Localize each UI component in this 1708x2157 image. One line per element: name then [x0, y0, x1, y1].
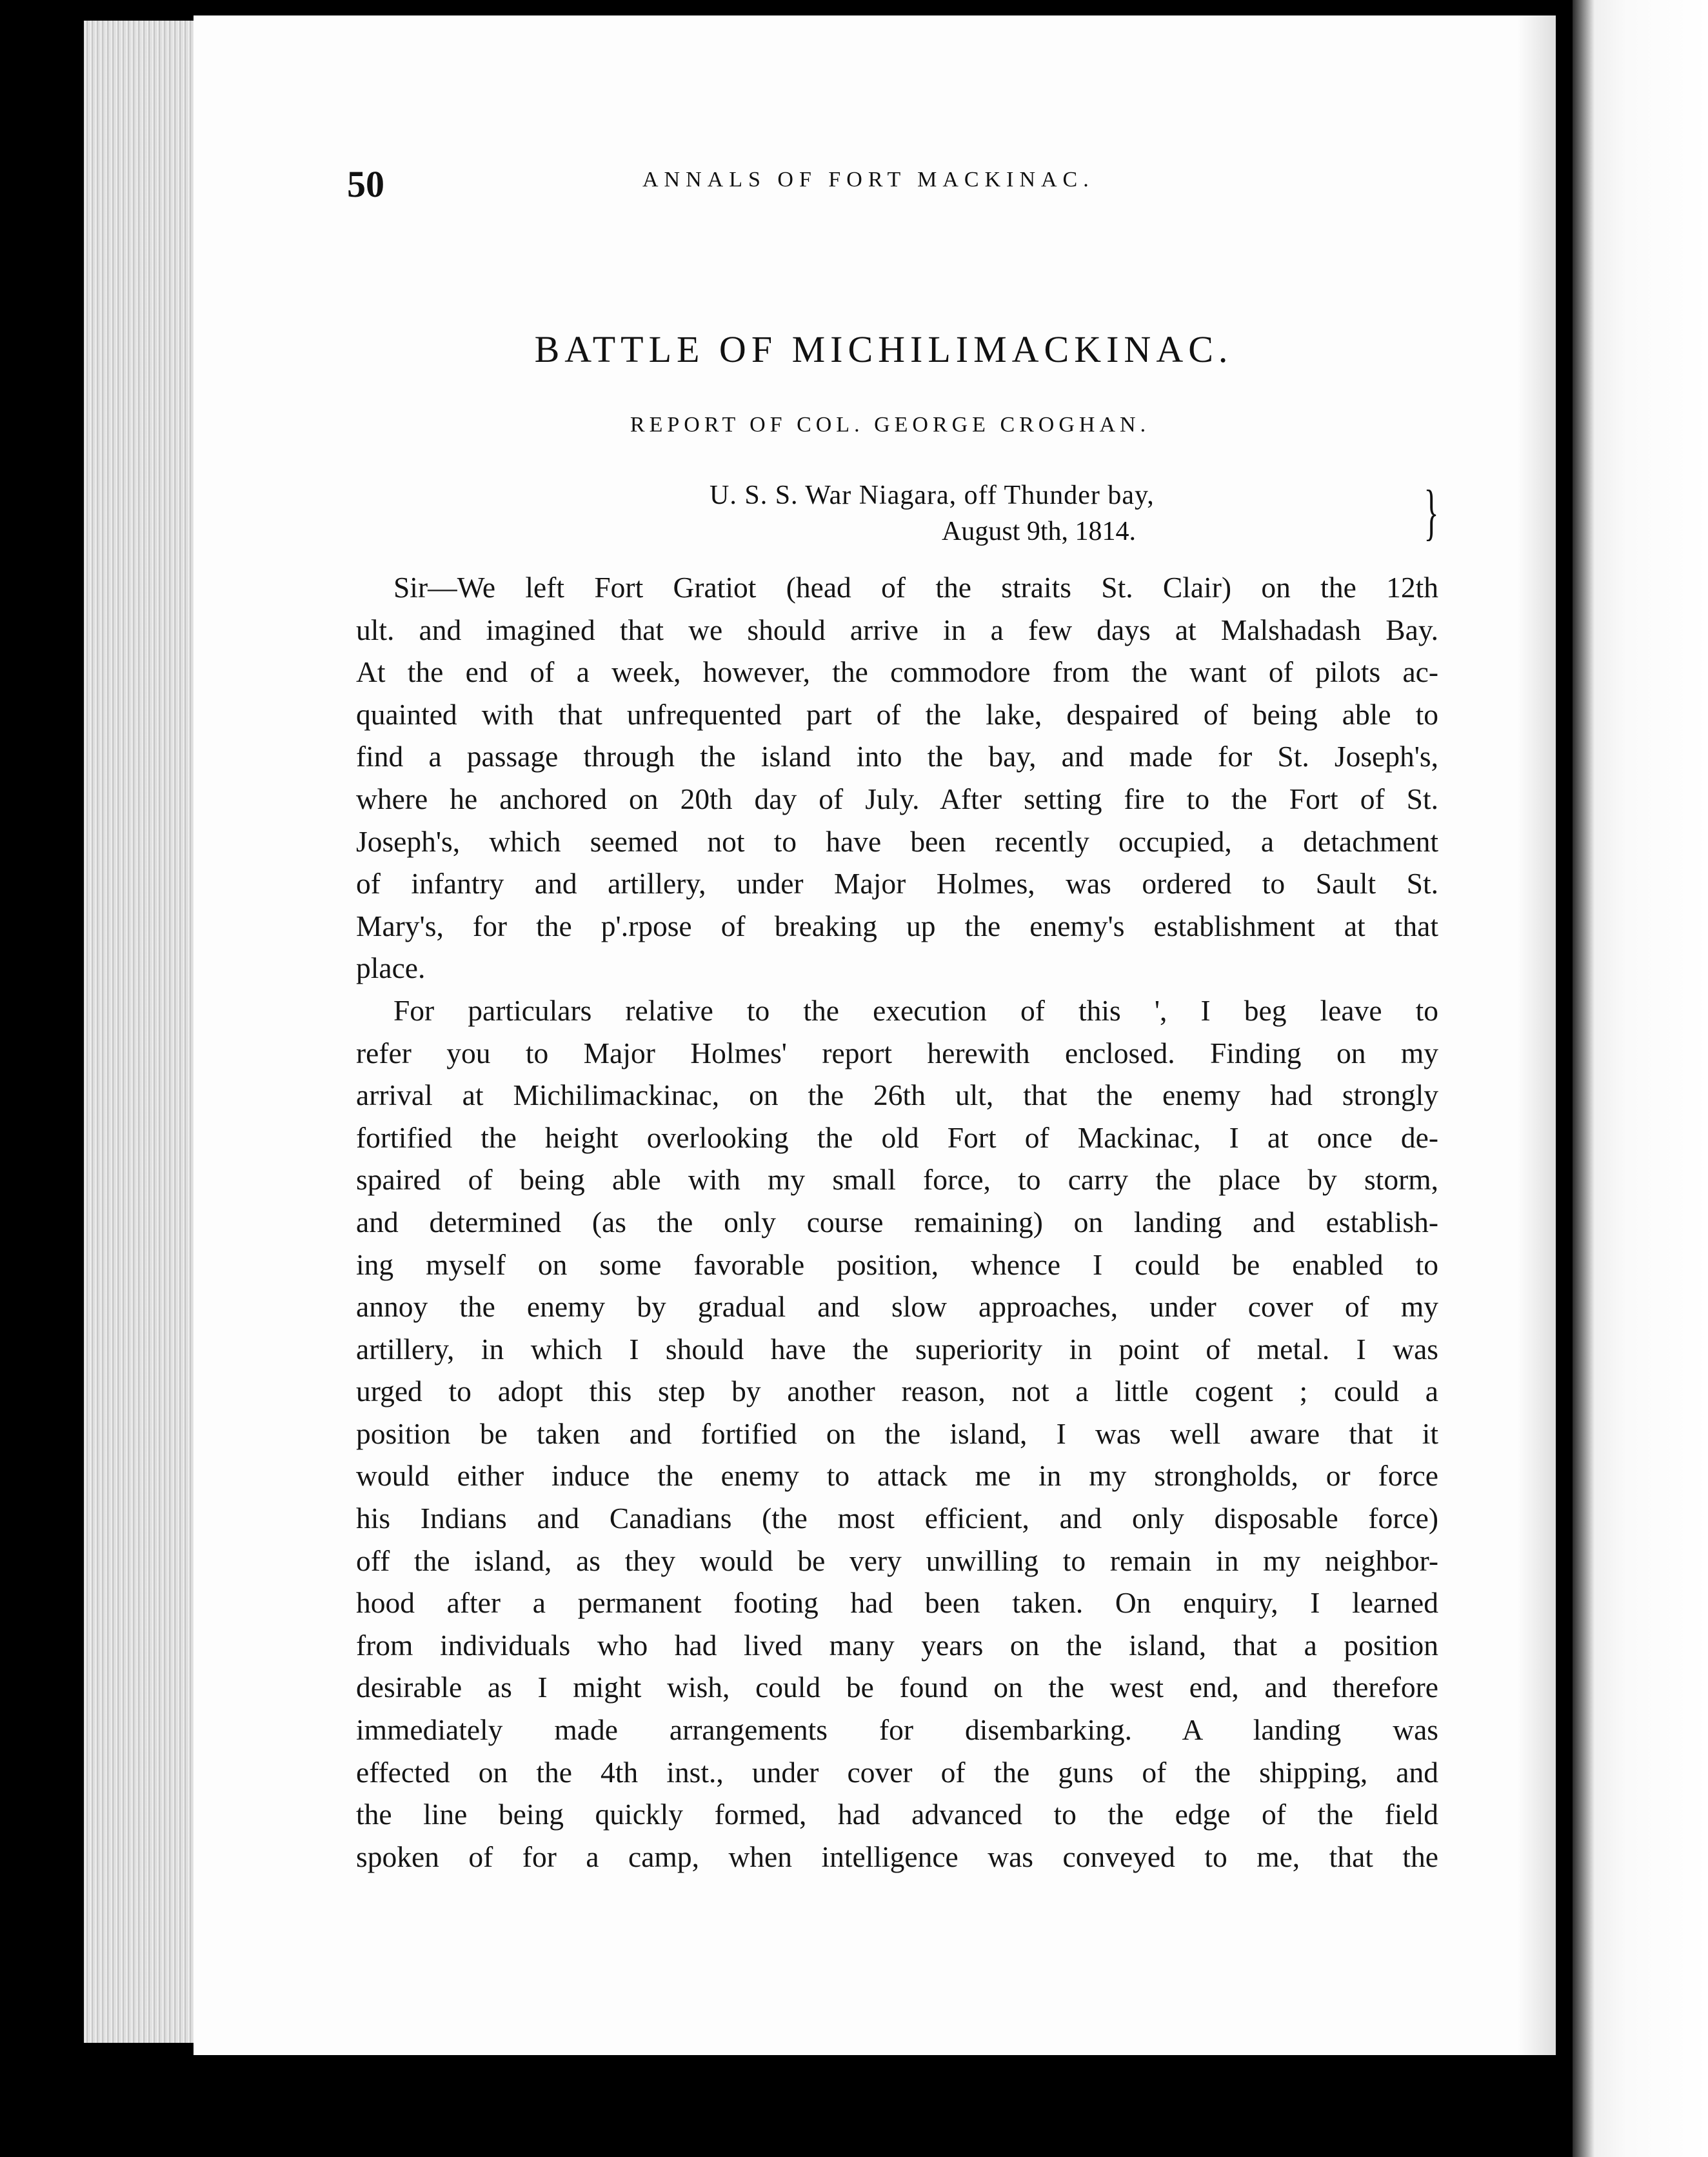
- text-line: would either induce the enemy to attack me in my strongholds, or force: [356, 1459, 1438, 1493]
- text-line: position be taken and fortified on the island, I was well aware that it: [356, 1416, 1438, 1450]
- text-line: fortified the height overlooking the old Fort of Mackinac, I at once de-: [356, 1120, 1438, 1154]
- text-line: the line being quickly formed, had advanced to the edge of the field: [356, 1798, 1438, 1831]
- book-spine-gap: [1556, 0, 1573, 2157]
- text-line: immediately made arrangements for disembarking. A landing was: [356, 1713, 1438, 1747]
- page-gutter-shadow: [1517, 15, 1556, 2055]
- text-line: where he anchored on 20th day of July. After setting fire to the Fort of St.: [356, 782, 1438, 815]
- letter-dateline: [710, 477, 1451, 550]
- dateline-date: August 9th, 1814.: [942, 517, 1137, 546]
- text-line: quainted with that unfrequented part of the lake, despaired of being able to: [356, 697, 1438, 731]
- dateline-brace: }: [1424, 477, 1439, 546]
- text-line: effected on the 4th inst., under cover of the guns of the shipping, and: [356, 1755, 1438, 1789]
- text-line: find a passage through the island into the bay, and made for St. Joseph's,: [356, 740, 1438, 773]
- text-line: refer you to Major Holmes' report herewith enclosed. Finding on my: [356, 1036, 1438, 1069]
- text-line: hood after a permanent footing had been taken. On enquiry, I learned: [356, 1586, 1438, 1620]
- text-line: ing myself on some favorable position, whence I could be enabled to: [356, 1247, 1438, 1281]
- text-line: spaired of being able with my small force, to carry the place by storm,: [356, 1163, 1438, 1197]
- text-line: his Indians and Canadians (the most efficient, and only disposable force): [356, 1502, 1438, 1535]
- text-line: spoken of for a camp, when intelligence was conveyed to me, that the: [356, 1840, 1438, 1873]
- facing-page-edge: [1573, 0, 1708, 2157]
- text-line: artillery, in which I should have the superiority in point of metal. I was: [356, 1332, 1438, 1366]
- chapter-subtitle: REPORT OF COL. GEORGE CROGHAN.: [630, 413, 1151, 437]
- running-head-title: ANNALS OF FORT MACKINAC.: [642, 168, 1095, 192]
- text-line: from individuals who had lived many years on the island, that a position: [356, 1628, 1438, 1662]
- text-line: urged to adopt this step by another reason, not a little cogent ; could a: [356, 1375, 1438, 1408]
- page-number: 50: [347, 163, 384, 205]
- text-line: off the island, as they would be very unwilling to remain in my neighbor-: [356, 1544, 1438, 1577]
- text-line: At the end of a week, however, the commodore from the want of pilots ac-: [356, 655, 1438, 689]
- text-line: Joseph's, which seemed not to have been recently occupied, a detachment: [356, 824, 1438, 858]
- text-line: of infantry and artillery, under Major Holmes, was ordered to Sault St.: [356, 867, 1438, 900]
- text-line: place.: [356, 951, 426, 985]
- paragraph-1: [356, 566, 1438, 989]
- text-line: Mary's, for the p'.rpose of breaking up the enemy's establishment at that: [356, 909, 1438, 942]
- paragraph-2: [356, 989, 1438, 1878]
- text-line: annoy the enemy by gradual and slow approaches, under cover of my: [356, 1290, 1438, 1324]
- running-head: [0, 155, 1708, 206]
- letter-body: [356, 566, 1438, 1878]
- text-line: arrival at Michilimackinac, on the 26th ult, that the enemy had strongly: [356, 1078, 1438, 1112]
- text-line: and determined (as the only course remaining) on landing and establish-: [356, 1205, 1438, 1238]
- text-line: desirable as I might wish, could be found on the west end, and therefore: [356, 1671, 1438, 1704]
- text-line: For particulars relative to the execution of this ', I beg leave to: [393, 993, 1438, 1027]
- dateline-location: U. S. S. War Niagara, off Thunder bay,: [710, 481, 1155, 510]
- text-line: Sir—We left Fort Gratiot (head of the straits St. Clair) on the 12th: [393, 571, 1438, 604]
- text-line: ult. and imagined that we should arrive in a few days at Malshadash Bay.: [356, 613, 1438, 646]
- chapter-title: BATTLE OF MICHILIMACKINAC.: [534, 328, 1233, 370]
